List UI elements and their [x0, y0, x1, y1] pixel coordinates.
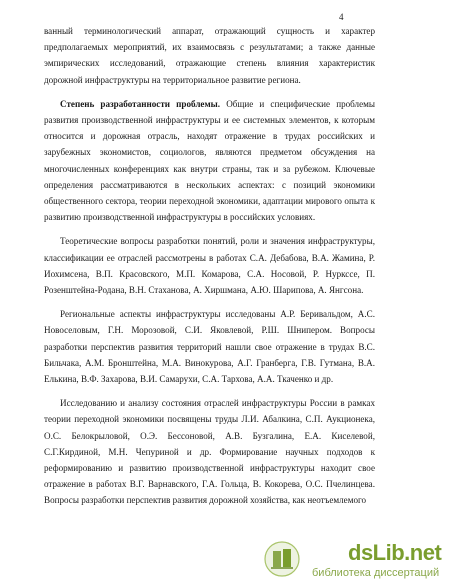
paragraph-text: Региональные аспекты инфраструктуры исследованы А.Р. Беривальдом, А.С. Новоселовым, Г.Н. Морозовой, С.И. Яковлевой, Р.Ш. Шнипером. Вопросы разработки перспектив развития территорий нашли свое отражение в трудах В.С. Бильчака, А.М. Бронштейна, М.А. Винокурова, А.Г. Гранберга, Г.В. Гутмана, В.А. Елькина, В.Ф. Захарова, В.И. Самарухи, С.А. Тархова, А.А. Ткаченко и др. — [44, 309, 375, 385]
paragraph-text: ванный терминологический аппарат, отражающий сущность и характер предполагаемых мероприятий, их взаимосвязь с результатами; а также данные эмпирических исследований, отражающие степень влияния характеристик дорожной инфраструктуры на территориальное развитие региона. — [44, 26, 375, 85]
paragraph-transition — [44, 395, 375, 508]
dslib-logo-icon — [262, 540, 302, 578]
page-number: 4 — [339, 12, 344, 22]
paragraph-text: Теоретические вопросы разработки понятий, роли и значения инфраструктуры, классификации ее отраслей рассмотрены в работах С.А. Дебабова, В.А. Жамина, Р. Иохимсена, В.П. Красовского, М.П. Комарова, С.А. Носовой, Р. Нуркссе, П. Розенштейна-Родана, В.Н. Стаханова, А. Хиршмана, А.Ю. Шарипова, А. Янгсона. — [44, 236, 375, 296]
watermark-subtitle: библиотека диссертаций — [312, 567, 440, 579]
watermark — [262, 537, 450, 582]
paragraph-theory — [44, 233, 375, 298]
paragraph-regional — [44, 306, 375, 387]
paragraph-intro — [44, 23, 375, 88]
paragraph-text: Исследованию и анализу состояния отраслей инфраструктуры России в рамках теории переходной экономики посвящены труды Л.И. Абалкина, С.П. Аукционека, О.С. Белокрыловой, О.Э. Бессоновой, А.В. Бузгалина, Е.А. Киселевой, С.Г.Кирдиной, М.Н. Чепуриной и др. Формирование научных подходов к реформированию и развитию производственной инфраструктуры находит свое отражение в работах В.Г. Варнавского, Г.А. Гольца, В. Кокорева, О.С. Пчелинцева. Вопросы разработки перспектив развития дорожной хозяйства, как неотъемлемого — [44, 398, 375, 506]
watermark-brand: dsLib.net — [348, 540, 442, 565]
section-heading: Степень разработанности проблемы. — [60, 98, 221, 109]
paragraph-text: Общие и специфические проблемы развития производственной инфраструктуры и ее системных элементов, к которым относится и дорожная отрасль, находят отражение в трудах российских и зарубежных экономистов, социологов, являются предметом обсуждения на многочисленных конференциях как внутри страны, так и за рубежом. Ключевые определения рассматриваются в нескольких аспектах: с позиций экономики общественного сектора, теории переходной экономики, адаптации мирового опыта к развитию производственной инфраструктуры в российских условиях. — [44, 98, 375, 223]
document-body — [44, 23, 375, 509]
paragraph-problem-degree — [44, 96, 375, 226]
